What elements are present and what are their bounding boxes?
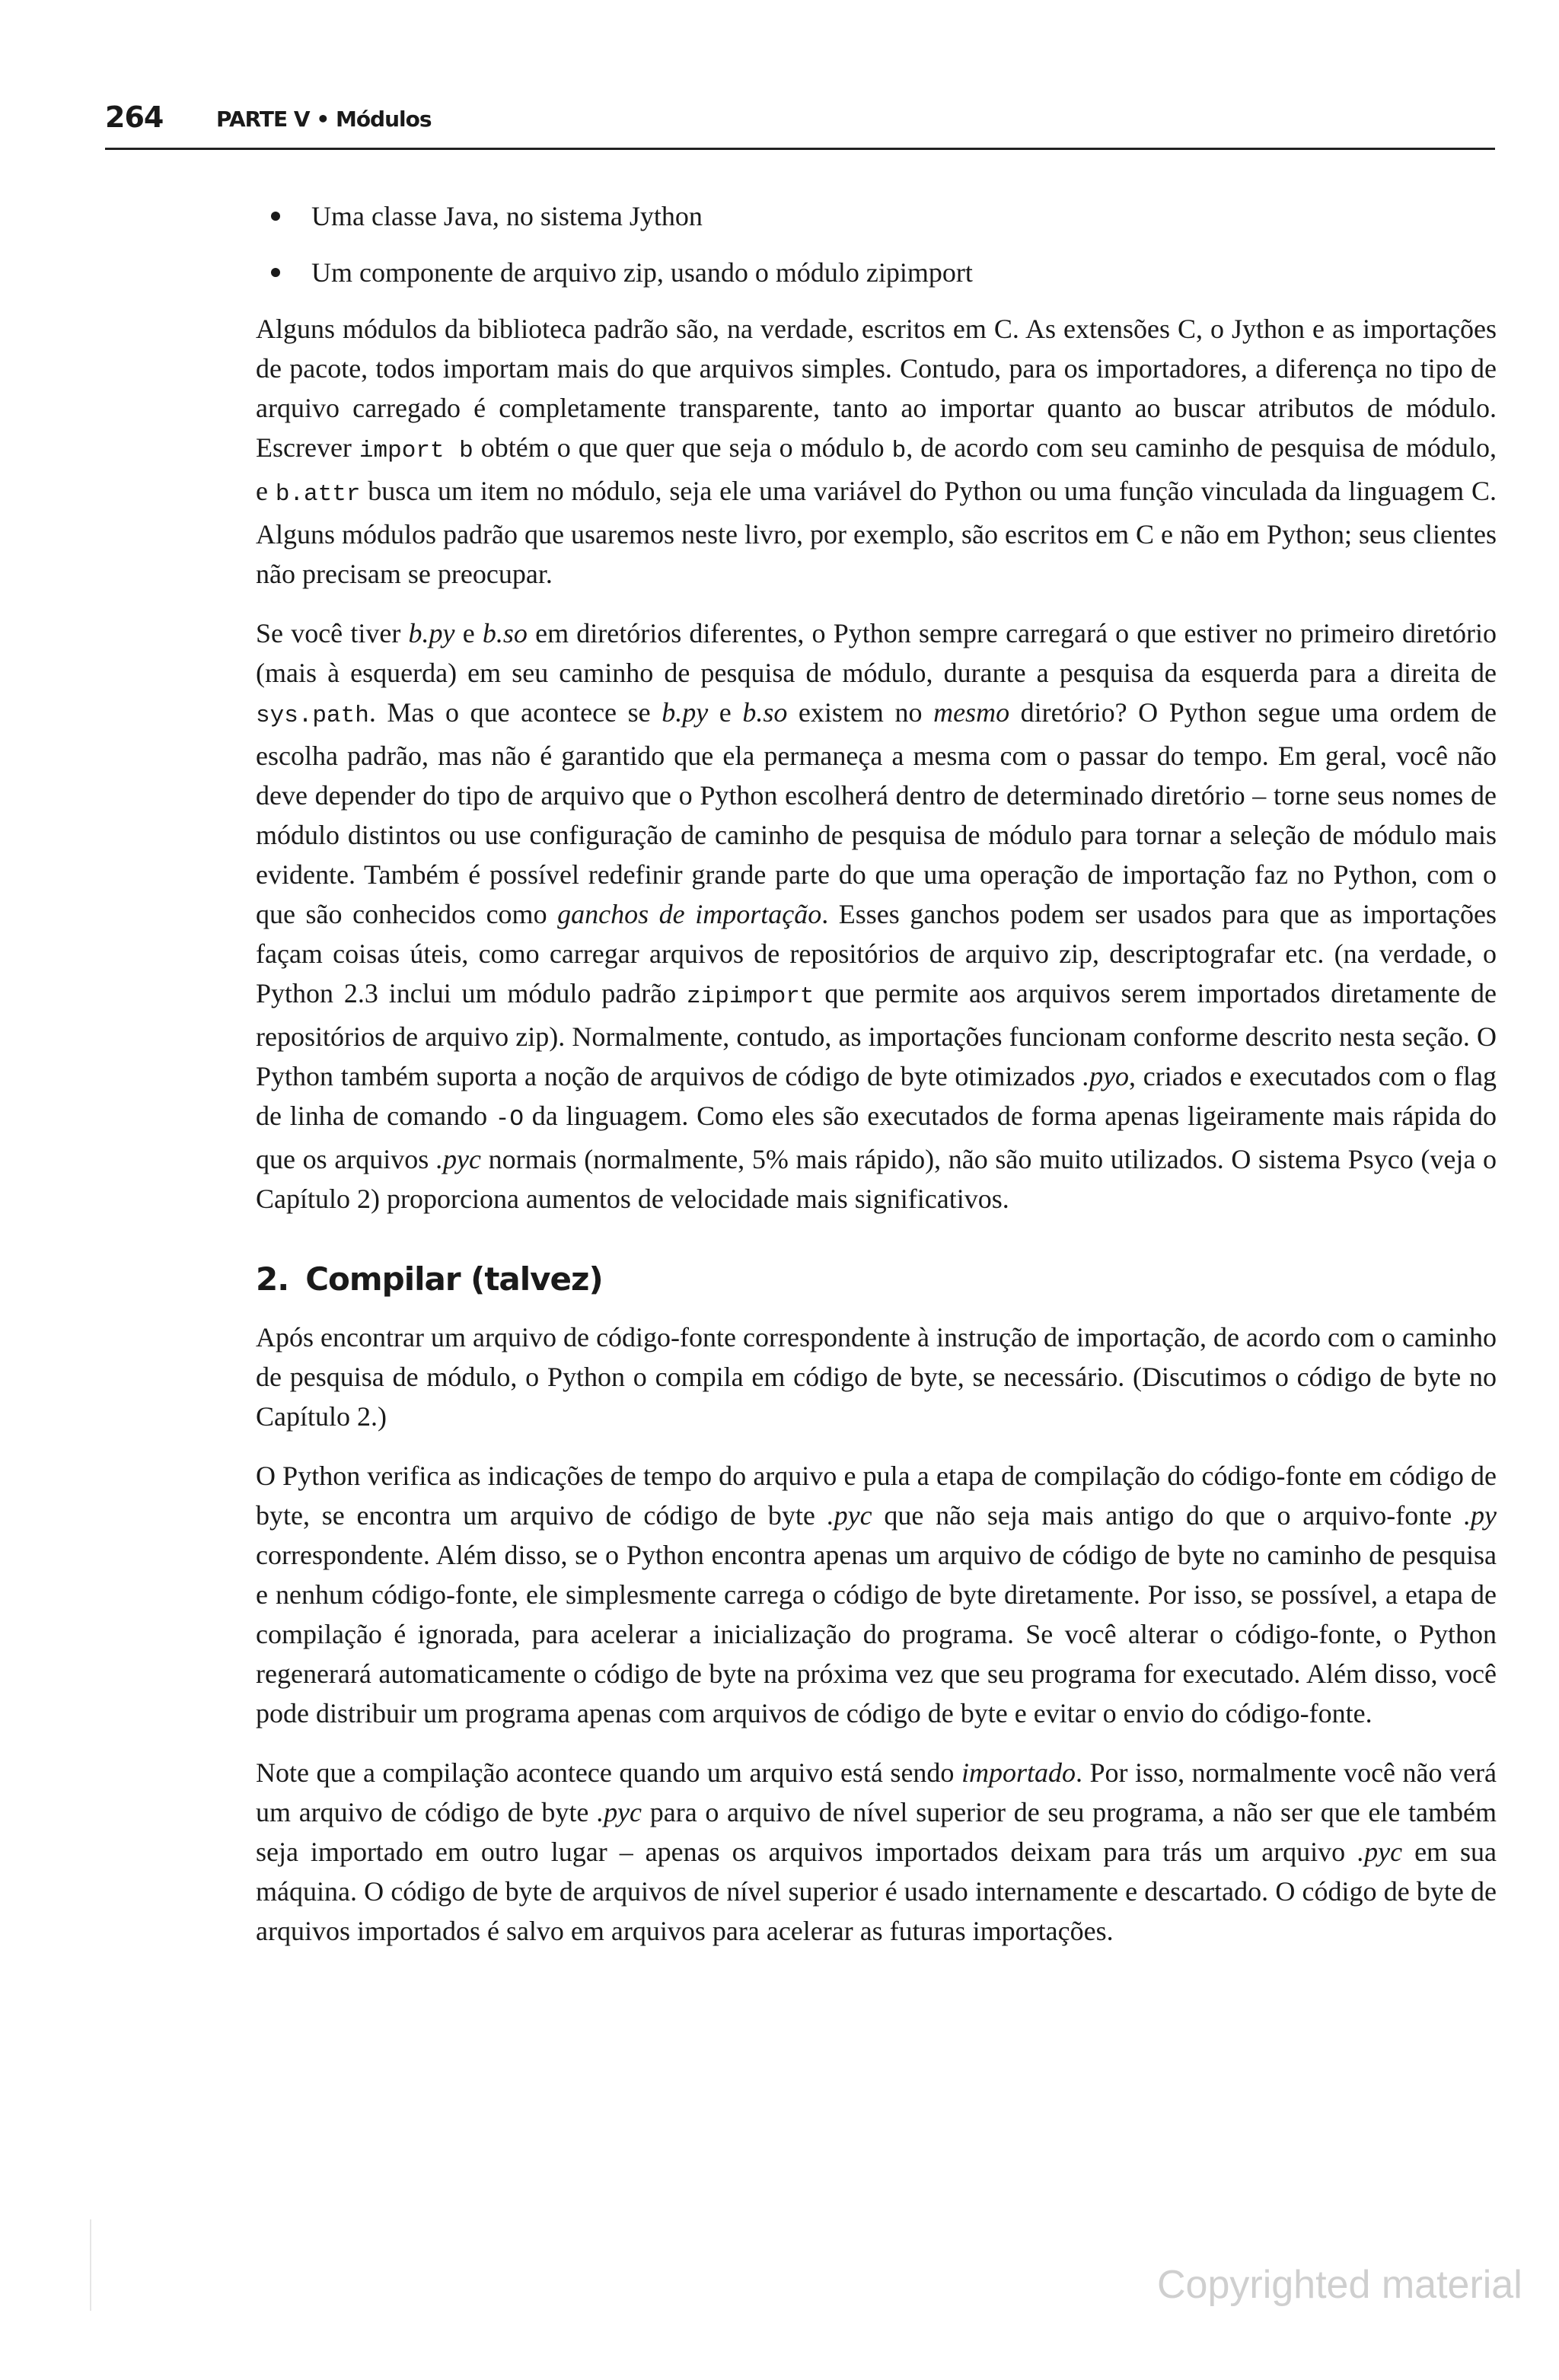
inline-code: b [891, 438, 907, 464]
bullet-icon [271, 268, 280, 277]
italic-text: .pyc [827, 1500, 872, 1531]
paragraph-timestamps [256, 1456, 1497, 1733]
list-item-text: Um componente de arquivo zip, usando o módulo zipimport [311, 257, 973, 288]
text-run: , criados e executados com o flag de linha de comando [256, 1061, 1497, 1131]
list-item-text: Uma classe Java, no sistema Jython [311, 201, 703, 231]
paragraph-compile-intro: Após encontrar um arquivo de código-fonte correspondente à instrução de importação, de acordo com o caminho de pesquisa de módulo, o Python o compila em código de byte, se necessário. (Discutimos o código de byte no Capítulo 2.) [256, 1322, 1497, 1432]
list-item [256, 253, 1497, 292]
text-run: Alguns módulos da biblioteca padrão são, na verdade, escritos em C. As extensões C, o Jython e as importações de pacote, todos importam mais do que arquivos simples. Contudo, para os importadores, a diferença no tipo de arquivo carregado é completamente transparente, tanto ao importar quanto ao buscar atributos de módulo. Escrever [256, 314, 1497, 463]
text-run: . Mas o que acontece se [368, 697, 662, 728]
text-run: . Por isso, normalmente você não verá um arquivo de código de byte [256, 1757, 1497, 1827]
italic-text: b.so [742, 697, 788, 728]
bullet-list [256, 196, 1497, 292]
running-head: PARTE V • Módulos [216, 107, 432, 132]
page-body [256, 196, 1497, 1971]
text-run: que permite aos arquivos serem importados diretamente de repositórios de arquivo zip). Normalmente, contudo, as importações funcionam conforme descrito nesta seção. O Python também suporta a noção de arquivos de código de byte otimizados [256, 978, 1497, 1091]
section-number: 2. [256, 1260, 289, 1298]
italic-text: b.so [482, 618, 528, 648]
italic-text: .pyo [1082, 1061, 1130, 1091]
italic-text: .pyc [597, 1797, 642, 1827]
bullet-icon [271, 212, 280, 221]
text-run: obtém o que quer que seja o módulo [473, 432, 892, 463]
text-run: diretório? O Python segue uma ordem de escolha padrão, mas não é garantido que ela permaneça a mesma com o passar do tempo. Em geral, você não deve depender do tipo de arquivo que o Python escolherá dentro de determinado diretório – torne seus nomes de módulo distintos ou use configuração de caminho de pesquisa de módulo para tornar a seleção de módulo mais evidente. Também é possível redefinir grande parte do que uma operação de importação faz no Python, com o que são conhecidos como [256, 697, 1497, 929]
italic-text: .pyc [1357, 1837, 1403, 1867]
text-run: correspondente. Além disso, se o Python encontra apenas um arquivo de código de byte no caminho de pesquisa e nenhum código-fonte, ele simplesmente carrega o código de byte diretamente. Por isso, se possível, a etapa de compilação é ignorada, para acelerar a inicialização do programa. Se você alterar o código-fonte, o Python regenerará automaticamente o código de byte na próxima vez que seu programa for executado. Além disso, você pode distribuir um programa apenas com arquivos de código de byte e evitar o envio do código-fonte. [256, 1540, 1497, 1728]
text-run: da linguagem. Como eles são executados de forma apenas ligeiramente mais rápida do que os arquivos [256, 1101, 1497, 1174]
text-run: Se você tiver [256, 618, 409, 648]
italic-text: .py [1464, 1500, 1497, 1531]
paragraph-import-compilation [256, 1753, 1497, 1951]
text-run: e [708, 697, 743, 728]
text-run: e [454, 618, 483, 648]
page-number: 264 [105, 100, 164, 134]
list-item [256, 196, 1497, 236]
text-run: busca um item no módulo, seja ele uma variável do Python ou uma função vinculada da linguagem C. Alguns módulos padrão que usaremos neste livro, por exemplo, são escritos em C e não em Python; seus clientes não precisam se preocupar. [256, 476, 1497, 589]
paragraph-c-extensions [256, 309, 1497, 594]
inline-code: -O [495, 1106, 524, 1133]
page-header [105, 93, 1495, 150]
text-run: existem no [787, 697, 934, 728]
text-run: , de acordo com seu caminho de pesquisa de módulo, e [256, 432, 1497, 506]
inline-code: zipimport [687, 983, 815, 1010]
italic-text: b.py [662, 697, 709, 728]
italic-text: importado [961, 1757, 1076, 1788]
text-run: em diretórios diferentes, o Python sempre carregará o que estiver no primeiro diretório (mais à esquerda) em seu caminho de pesquisa de módulo, durante a pesquisa da esquerda para a direita de [256, 618, 1497, 688]
inline-code: b.attr [275, 481, 361, 508]
inline-code: import b [359, 438, 473, 464]
inline-code: sys.path [256, 703, 369, 729]
text-run: . Esses ganchos podem ser usados para que as importações façam coisas úteis, como carregar arquivos de repositórios de arquivo zip, descriptografar etc. (na verdade, o Python 2.3 inclui um módulo padrão [256, 899, 1497, 1008]
text-run: que não seja mais antigo do que o arquivo-fonte [872, 1500, 1464, 1531]
text-run: O Python verifica as indicações de tempo do arquivo e pula a etapa de compilação do código-fonte em código de byte, se encontra um arquivo de código de byte [256, 1461, 1497, 1531]
copyright-watermark: Copyrighted material [1157, 2263, 1522, 2307]
italic-text: .pyc [435, 1144, 481, 1174]
text-run: em sua máquina. O código de byte de arquivos de nível superior é usado internamente e descartado. O código de byte de arquivos importados é salvo em arquivos para acelerar as futuras importações. [256, 1837, 1497, 1946]
text-run: normais (normalmente, 5% mais rápido), não são muito utilizados. O sistema Psyco (veja o Capítulo 2) proporciona aumentos de velocidade mais significativos. [256, 1144, 1497, 1214]
text-run: para o arquivo de nível superior de seu programa, a não ser que ele também seja importado em outro lugar – apenas os arquivos importados deixam para trás um arquivo [256, 1797, 1497, 1867]
text-run: Note que a compilação acontece quando um arquivo está sendo [256, 1757, 961, 1788]
section-heading [256, 1258, 1497, 1301]
italic-text: ganchos de importação [557, 899, 822, 929]
scan-edge-mark [90, 2219, 91, 2311]
italic-text: b.py [408, 618, 455, 648]
section-title: Compilar (talvez) [305, 1260, 603, 1298]
paragraph-file-choice [256, 613, 1497, 1219]
italic-text: mesmo [933, 697, 1010, 728]
